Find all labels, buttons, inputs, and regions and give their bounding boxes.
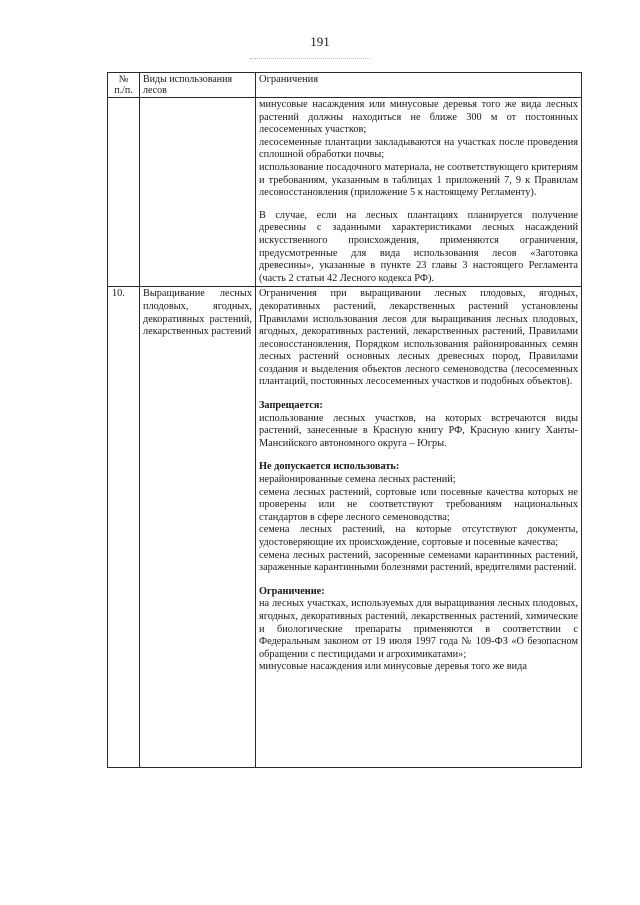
restriction-heading: Ограничение: <box>259 585 325 597</box>
row-kind-cell <box>140 98 256 287</box>
header-number: № п./п. <box>108 73 140 98</box>
prohibited-heading: Запрещается: <box>259 400 323 412</box>
not-allowed-heading: Не допускается использовать: <box>259 461 400 473</box>
list-item: семена лесных растений, на которые отсутствуют документы, удостоверяющие их происхождение, сортовые и посевные качества; <box>259 524 578 548</box>
row-kind-cell: Выращивание лесных плодовых, ягодных, декоративных растений, лекарственных растений <box>140 287 256 768</box>
row-number-cell: 10. <box>108 287 140 768</box>
intro-paragraph: Ограничения при выращивании лесных плодовых, ягодных, декоративных растений, лекарственных растений установлены Правилами использования лесов для выращивания лесных плодовых, ягодных, декоративных растений, лекарственных растений, Правилами лесовосстановления, Порядком использования районированных семян лесных растений основных лесных древесных пород, Правилами создания и выделения объектов лесного семеноводства (лесосеменных плантаций, постоянных лесосеменных участков и подобных объектов). <box>259 288 578 388</box>
paragraph: использование посадочного материала, не соответствующего критериям и требованиям, указанным в таблицах 1 приложений 7, 9 к Правилам лесовосстановления (приложение 5 к настоящему Регламенту). <box>259 161 578 199</box>
header-kind: Виды использования лесов <box>140 73 256 98</box>
list-item: нерайонированные семена лесных растений; <box>259 474 456 486</box>
list-item: семена лесных растений, засоренные семенами карантинных растений, зараженные карантинными болезнями растений, вредителями растений. <box>259 549 578 574</box>
scan-artifact <box>250 58 370 65</box>
list-item: семена лесных растений, сортовые или посевные качества которых не проверены или не соответствуют требованиям национальных стандартов в сфере лесного семеноводства; <box>259 486 578 523</box>
paragraph: минусовые насаждения или минусовые деревья того же вида лесных растений должны находиться не ближе 300 м от постоянных лесосеменных участков; <box>259 99 578 136</box>
row-restrictions-cell <box>256 98 582 287</box>
list-item: на лесных участках, используемых для выращивания лесных плодовых, ягодных, декоративных растений, лекарственных растений, химические и биологические препараты применяются в соответствии с Федеральным законом от 19 июля 1997 года № 109-ФЗ «О безопасном обращении с пестицидами и агрохимикатами»; <box>259 598 578 660</box>
header-restrictions: Ограничения <box>256 73 582 98</box>
table-header-row <box>108 73 582 98</box>
list-item: минусовые насаждения или минусовые деревья того же вида <box>259 661 527 673</box>
table-row <box>108 98 582 287</box>
table-row <box>108 287 582 768</box>
prohibited-text: использование лесных участков, на которых встречаются виды растений, занесенные в Красную книгу РФ, Красную книгу Ханты-Мансийского автономного округа – Югры. <box>259 412 578 449</box>
paragraph: В случае, если на лесных плантациях планируется получение древесины с заданными характеристиками лесных насаждений искусственного происхождения, применяются ограничения, предусмотренные для вида использования лесов «Заготовка древесины», указанные в пункте 23 главы 3 настоящего Регламента (часть 2 статьи 42 Лесного кодекса РФ). <box>259 209 578 284</box>
row-restrictions-cell <box>256 287 582 768</box>
paragraph: лесосеменные плантации закладываются на участках после проведения сплошной обработки почвы; <box>259 136 578 161</box>
page-number: 191 <box>310 34 330 49</box>
row-number-cell <box>108 98 140 287</box>
regulations-table <box>107 72 582 768</box>
